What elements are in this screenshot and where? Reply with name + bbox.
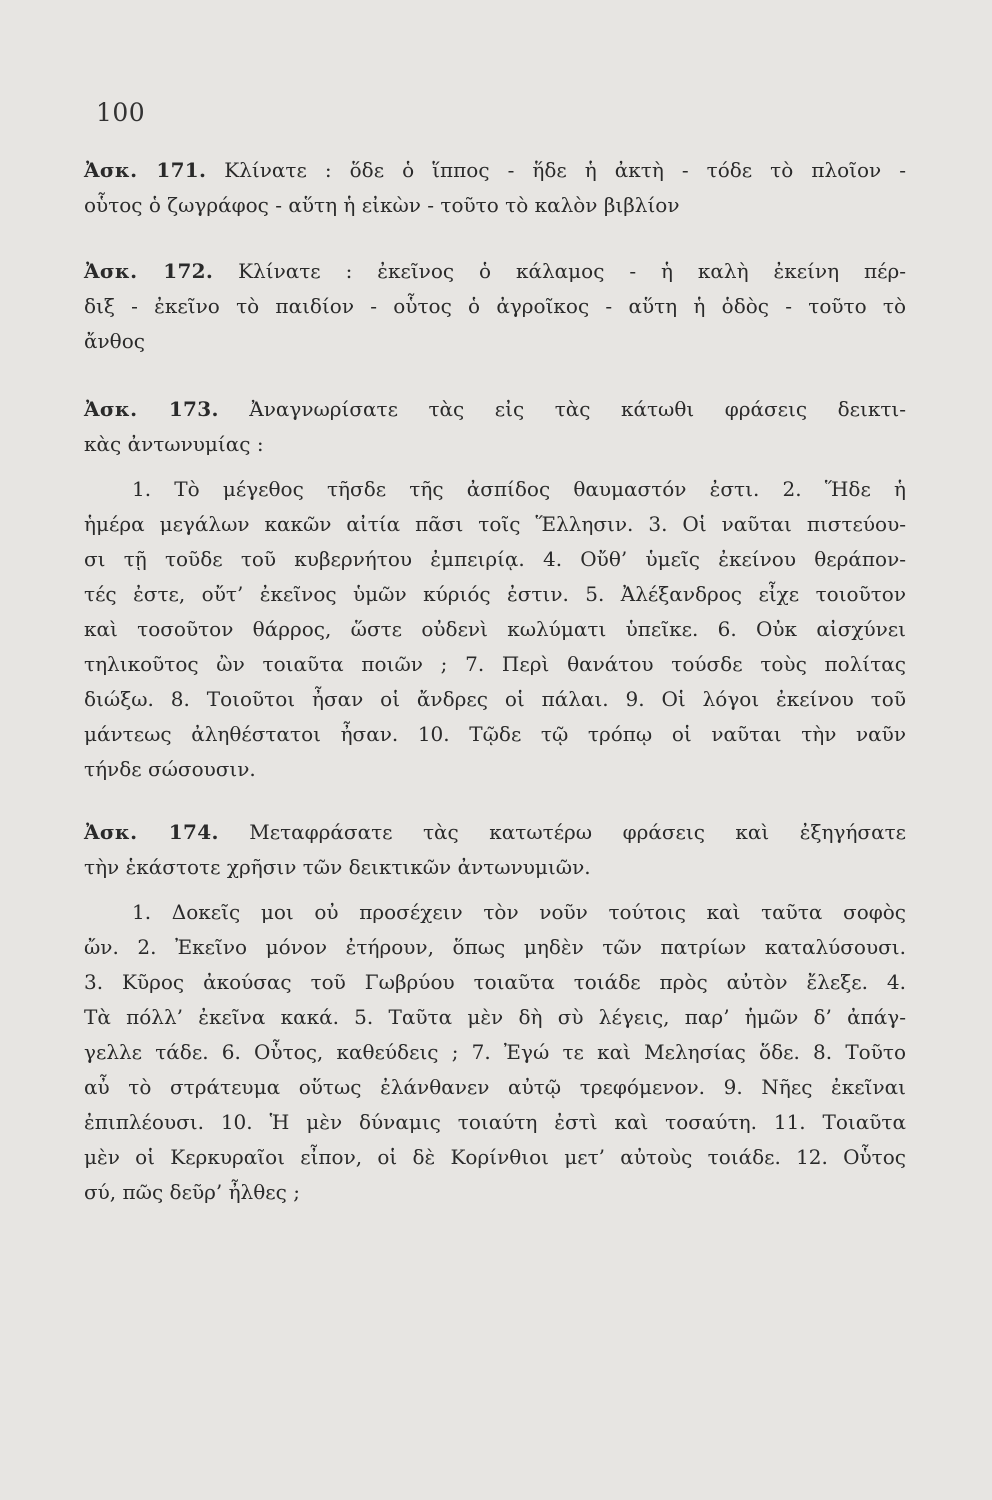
sentence-line: 3. Κῦρος ἀκούσας τοῦ Γωβρύου τοιαῦτα τοιάδε πρὸς αὐτὸν ἔλεξε. 4. bbox=[84, 970, 906, 994]
sentence-line: μάντεως ἀληθέστατοι ἦσαν. 10. Τῷδε τῷ τρόπῳ οἱ ναῦται τὴν ναῦν bbox=[84, 722, 906, 746]
sentence-line: τές ἐστε, οὔτ’ ἐκεῖνος ὑμῶν κύριός ἐστιν. 5. Ἀλέξανδρος εἶχε τοιοῦτον bbox=[84, 582, 906, 606]
exercise-label: Ἀσκ. 172. bbox=[84, 259, 214, 283]
exercise-line: τὴν ἑκάστοτε χρῆσιν τῶν δεικτικῶν ἀντωνυμιῶν. bbox=[84, 855, 591, 879]
exercise-text: Κλίνατε : ἐκεῖνος ὁ κάλαμος - ἡ καλὴ ἐκείνη πέρ- bbox=[238, 259, 907, 283]
sentence-line: σι τῇ τοῦδε τοῦ κυβερνήτου ἐμπειρίᾳ. 4. Οὔθ’ ὑμεῖς ἐκείνου θεράπον- bbox=[84, 547, 906, 571]
exercise-174 bbox=[84, 815, 906, 1210]
sentence-line: γελλε τάδε. 6. Οὗτος, καθεύδεις ; 7. Ἐγώ τε καὶ Μελησίας ὅδε. 8. Τοῦτο bbox=[84, 1040, 906, 1064]
exercise-line bbox=[84, 153, 906, 188]
sentence-line: καὶ τοσοῦτον θάρρος, ὥστε οὐδενὶ κωλύματι ὑπεῖκε. 6. Οὐκ αἰσχύνει bbox=[84, 617, 906, 641]
exercise-171 bbox=[84, 153, 906, 223]
sentence-line: μὲν οἱ Κερκυραῖοι εἶπον, οἱ δὲ Κορίνθιοι μετ’ αὐτοὺς τοιάδε. 12. Οὗτος bbox=[84, 1145, 906, 1169]
exercise-text: Μεταφράσατε τὰς κατωτέρω φράσεις καὶ ἐξηγήσατε bbox=[249, 820, 907, 844]
exercise-line: κὰς ἀντωνυμίας : bbox=[84, 432, 264, 456]
sentence-line: σύ, πῶς δεῦρ’ ἦλθες ; bbox=[84, 1180, 300, 1204]
exercise-text: Ἀναγνωρίσατε τὰς εἰς τὰς κάτωθι φράσεις δεικτι- bbox=[249, 397, 906, 421]
sentence-line: διώξω. 8. Τοιοῦτοι ἦσαν οἱ ἄνδρες οἱ πάλαι. 9. Οἱ λόγοι ἐκείνου τοῦ bbox=[84, 687, 906, 711]
exercise-label: Ἀσκ. 171. bbox=[84, 158, 207, 182]
exercise-line: οὗτος ὁ ζωγράφος - αὕτη ἡ εἰκὼν - τοῦτο τὸ καλὸν βιβλίον bbox=[84, 193, 680, 217]
sentence-list bbox=[84, 895, 906, 1210]
sentence-line: 1. Δοκεῖς μοι οὐ προσέχειν τὸν νοῦν τούτοις καὶ ταῦτα σοφὸς bbox=[132, 900, 906, 924]
page-number: 100 bbox=[96, 98, 146, 127]
exercise-172 bbox=[84, 254, 906, 359]
exercise-173 bbox=[84, 392, 906, 787]
sentence-line: ὤν. 2. Ἐκεῖνο μόνον ἐτήρουν, ὅπως μηδὲν τῶν πατρίων καταλύσουσι. bbox=[84, 935, 906, 959]
sentence-line: 1. Τὸ μέγεθος τῆσδε τῆς ἀσπίδος θαυμαστόν ἐστι. 2. Ἥδε ἡ bbox=[132, 477, 906, 501]
exercise-line bbox=[84, 815, 906, 850]
sentence-line: Τὰ πόλλ’ ἐκεῖνα κακά. 5. Ταῦτα μὲν δὴ σὺ λέγεις, παρ’ ἡμῶν δ’ ἀπάγ- bbox=[84, 1005, 906, 1029]
exercise-label: Ἀσκ. 174. bbox=[84, 820, 219, 844]
sentence-line: αὖ τὸ στράτευμα οὕτως ἐλάνθανεν αὐτῷ τρεφόμενον. 9. Νῆες ἐκεῖναι bbox=[84, 1075, 906, 1099]
sentence-line: ἐπιπλέουσι. 10. Ἡ μὲν δύναμις τοιαύτη ἐστὶ καὶ τοσαύτη. 11. Τοιαῦτα bbox=[84, 1110, 906, 1134]
exercise-line bbox=[84, 392, 906, 427]
exercise-line: ἄνθος bbox=[84, 329, 145, 353]
exercise-line: διξ - ἐκεῖνο τὸ παιδίον - οὗτος ὁ ἀγροῖκος - αὕτη ἡ ὁδὸς - τοῦτο τὸ bbox=[84, 294, 906, 318]
sentence-line: τήνδε σώσουσιν. bbox=[84, 757, 256, 781]
exercise-line bbox=[84, 254, 906, 289]
exercise-text: Κλίνατε : ὅδε ὁ ἵππος - ἥδε ἡ ἀκτὴ - τόδε τὸ πλοῖον - bbox=[224, 158, 907, 182]
sentence-line: ἡμέρα μεγάλων κακῶν αἰτία πᾶσι τοῖς Ἕλλησιν. 3. Οἱ ναῦται πιστεύου- bbox=[84, 512, 906, 536]
sentence-list bbox=[84, 472, 906, 787]
sentence-line: τηλικοῦτος ὢν τοιαῦτα ποιῶν ; 7. Περὶ θανάτου τούσδε τοὺς πολίτας bbox=[84, 652, 906, 676]
exercise-label: Ἀσκ. 173. bbox=[84, 397, 219, 421]
